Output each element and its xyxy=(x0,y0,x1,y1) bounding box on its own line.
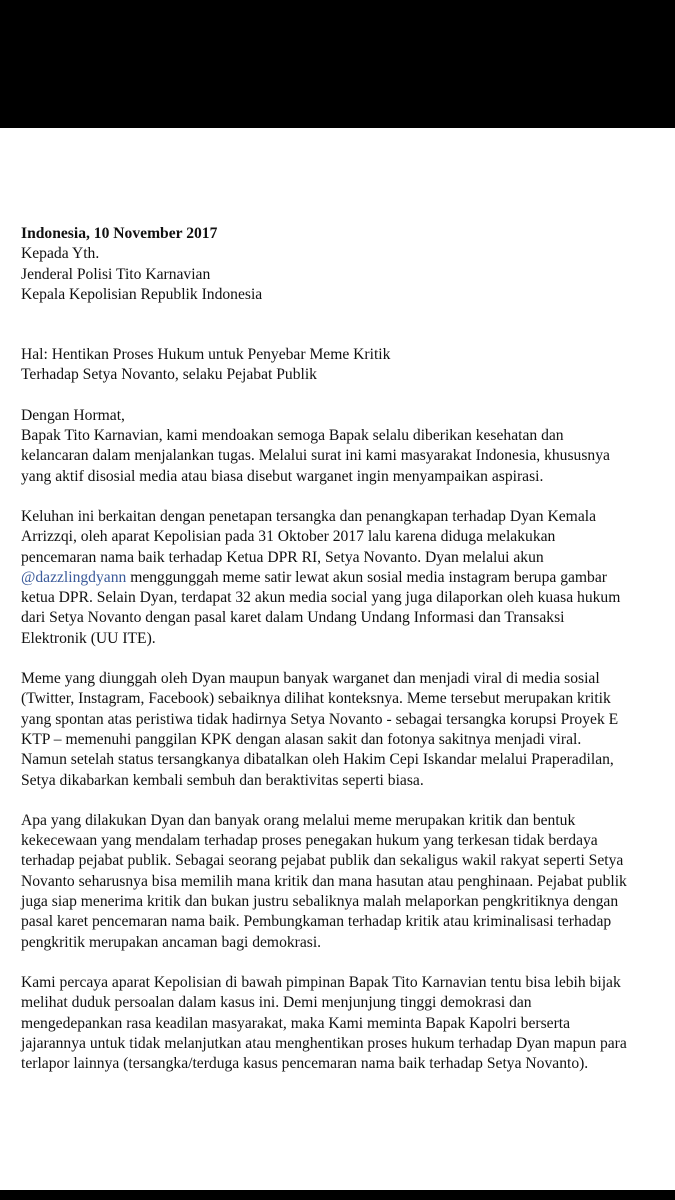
instagram-handle-link[interactable]: @dazzlingdyann xyxy=(21,568,127,586)
letter-page xyxy=(0,128,675,1190)
paragraph-line: terhadap pejabat publik. Sebagai seorang pejabat publik dan sekaligus wakil rakyat seperti Setya xyxy=(21,852,624,870)
handle-line-rest: menggunggah meme satir lewat akun sosial media instagram berupa gambar xyxy=(126,568,607,586)
paragraph-line: kelancaran dalam menjalankan tugas. Melalui surat ini kami masyarakat Indonesia, khususnya xyxy=(21,447,610,465)
paragraph-request xyxy=(21,973,659,1074)
paragraph-line: Namun setelah status tersangkanya dibatalkan oleh Hakim Cepi Iskandar melalui Praperadilan, xyxy=(21,751,614,769)
paragraph-line: yang aktif disosial media atau biasa disebut warganet ingin menyampaikan aspirasi. xyxy=(21,467,544,485)
paragraph-criticism xyxy=(21,811,659,953)
paragraph-line: KTP – memenuhi panggilan KPK dengan alasan sakit dan fotonya sakitnya menjadi viral. xyxy=(21,730,582,748)
recipient-line: Kepada Yth. xyxy=(21,245,100,263)
recipient-line: Jenderal Polisi Tito Karnavian xyxy=(21,265,211,283)
paragraph-line: mengedepankan rasa keadilan masyarakat, maka Kami meminta Bapak Kapolri berserta xyxy=(21,1014,571,1032)
paragraph-line: (Twitter, Instagram, Facebook) sebaiknya dilihat konteksnya. Meme tersebut merupakan kritik xyxy=(21,690,611,708)
paragraph-line: Apa yang dilakukan Dyan dan banyak orang melalui meme merupakan kritik dan bentuk xyxy=(21,811,576,829)
subject-line: Terhadap Setya Novanto, selaku Pejabat Publik xyxy=(21,366,317,384)
paragraph-line: Kami percaya aparat Kepolisian di bawah pimpinan Bapak Tito Karnavian tentu bisa lebih bijak xyxy=(21,973,621,991)
paragraph-line: pasal karet pencemaran nama baik. Pembungkaman terhadap kritik atau kriminalisasi terhadap xyxy=(21,913,612,931)
letter-date: Indonesia, 10 November 2017 xyxy=(21,225,218,242)
paragraph-line: Novanto seharusnya bisa memilih mana kritik dan mana hasutan atau penghinaan. Pejabat publik xyxy=(21,872,627,890)
paragraph-line-with-handle xyxy=(21,568,659,588)
paragraph-meme xyxy=(21,669,659,791)
subject-line: Hal: Hentikan Proses Hukum untuk Penyebar Meme Kritik xyxy=(21,346,391,364)
paragraph-line: pengkritik merupakan ancaman bagi demokrasi. xyxy=(21,933,322,951)
paragraph-line: melihat duduk persoalan dalam kasus ini. Demi menjunjung tinggi demokrasi dan xyxy=(21,994,532,1012)
paragraph-line: juga siap menerima kritik dan bukan justru sebaliknya malah melaporkan pengkritiknya dengan xyxy=(21,893,619,911)
paragraph-line: yang spontan atas peristiwa tidak hadirnya Setya Novanto - sebagai tersangka korupsi Proyek E xyxy=(21,710,619,728)
recipient-block xyxy=(21,244,659,305)
paragraph-line: Arrizzqi, oleh aparat Kepolisian pada 31 Oktober 2017 lalu karena diduga melakukan xyxy=(21,528,556,546)
letter-body xyxy=(21,224,659,1074)
paragraph-line: kekecewaan yang mendalam terhadap proses penegakan hukum yang terkesan tidak berdaya xyxy=(21,832,598,850)
salutation: Dengan Hormat, xyxy=(21,406,125,424)
paragraph-case xyxy=(21,507,659,649)
paragraph-line: jajarannya untuk tidak melanjutkan atau menghentikan proses hukum terhadap Dyan mapun para xyxy=(21,1034,627,1052)
subject-block xyxy=(21,345,659,386)
paragraph-line: Bapak Tito Karnavian, kami mendoakan semoga Bapak selalu diberikan kesehatan dan xyxy=(21,427,564,445)
paragraph-line: ketua DPR. Selain Dyan, terdapat 32 akun media social yang juga dilaporkan oleh kuasa hukum xyxy=(21,589,621,607)
paragraph-line: dari Setya Novanto dengan pasal karet dalam Undang Undang Informasi dan Transaksi xyxy=(21,609,565,627)
paragraph-line: Elektronik (UU ITE). xyxy=(21,629,156,647)
opening-paragraph xyxy=(21,406,659,487)
paragraph-line: pencemaran nama baik terhadap Ketua DPR RI, Setya Novanto. Dyan melalui akun xyxy=(21,548,544,566)
recipient-line: Kepala Kepolisian Republik Indonesia xyxy=(21,285,263,303)
paragraph-line: Meme yang diunggah oleh Dyan maupun banyak warganet dan menjadi viral di media sosial xyxy=(21,670,600,688)
paragraph-line: Setya dikabarkan kembali sembuh dan beraktivitas seperti biasa. xyxy=(21,771,424,789)
paragraph-line: Keluhan ini berkaitan dengan penetapan tersangka dan penangkapan terhadap Dyan Kemala xyxy=(21,507,596,525)
paragraph-line: terlapor lainnya (tersangka/terduga kasus pencemaran nama baik terhadap Setya Novanto). xyxy=(21,1055,589,1073)
